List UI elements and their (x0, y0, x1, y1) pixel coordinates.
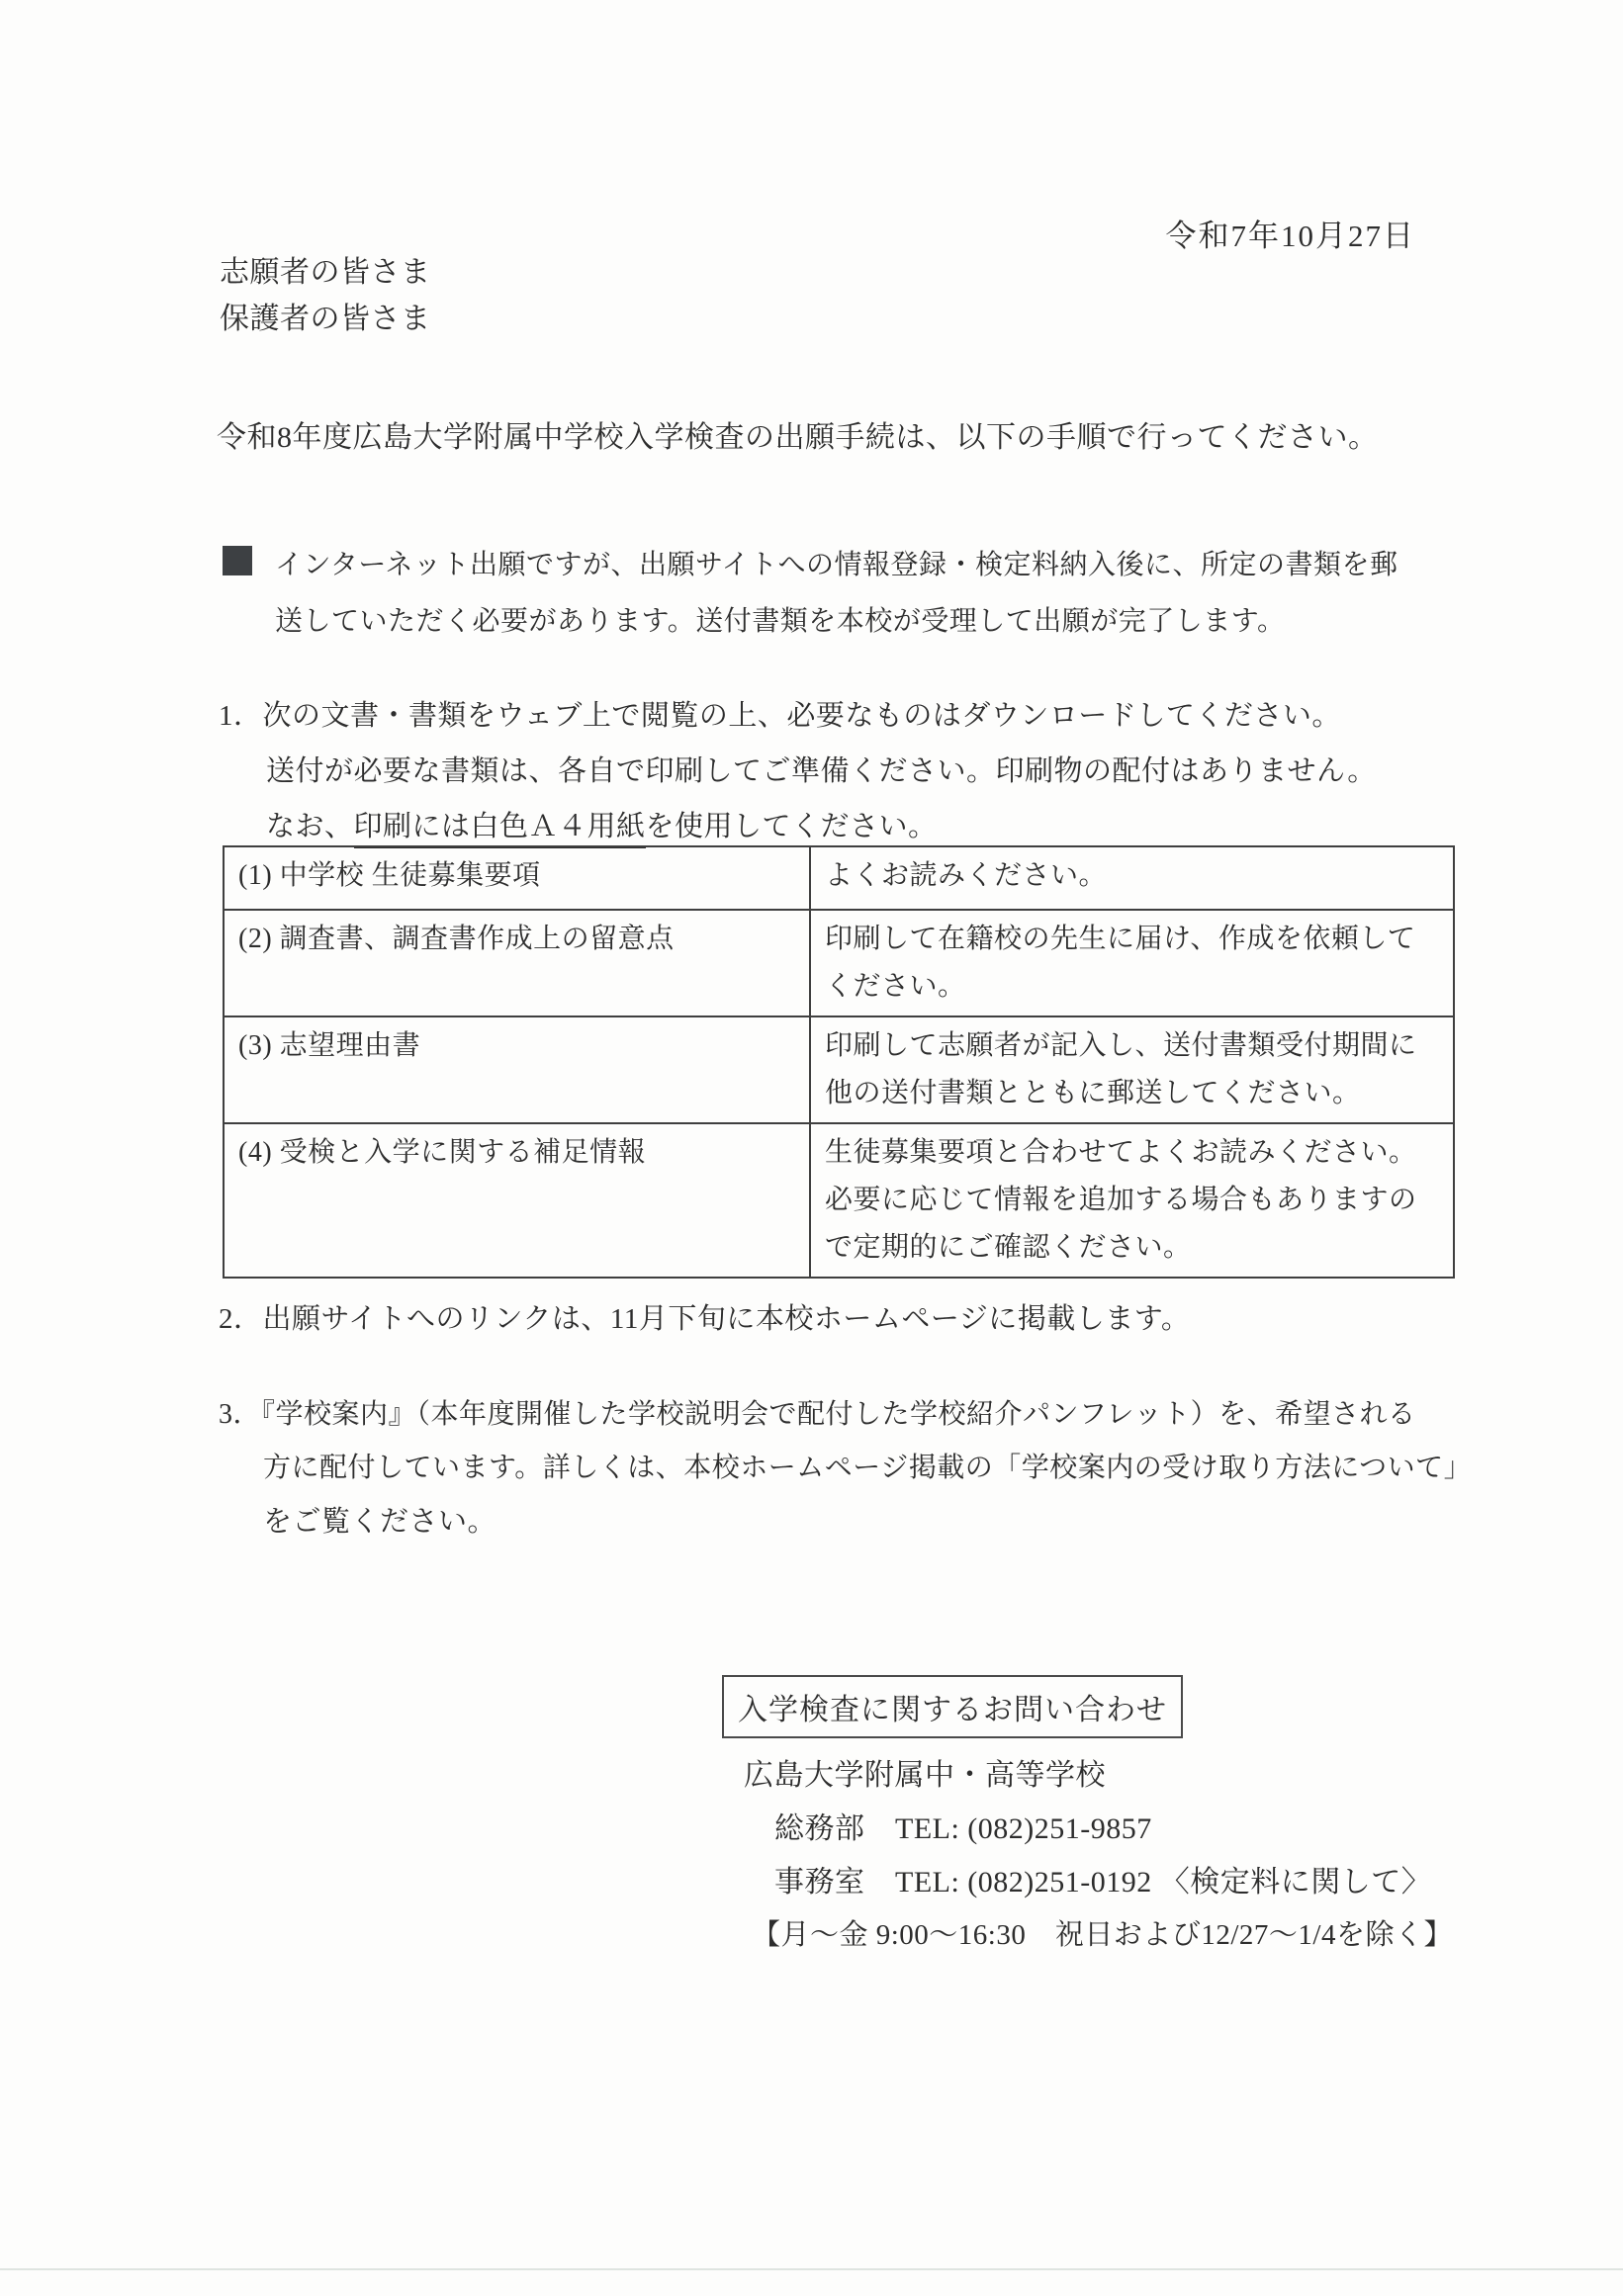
step3-line-1: 3．『学校案内』（本年度開催した学校説明会で配付した学校紹介パンフレット）を、希望される (219, 1399, 1416, 1430)
table-row (224, 1016, 1454, 1123)
documents-table (223, 845, 1417, 1279)
contact-box-title: 入学検査に関するお問い合わせ (722, 1675, 1183, 1738)
school-name: 広島大学附属中・高等学校 (744, 1759, 1106, 1792)
intro-paragraph: 令和8年度広島大学附属中学校入学検査の出願手続は、以下の手順で行ってください。 (217, 421, 1379, 454)
scan-artifact-line (0, 2268, 1623, 2270)
table-row (224, 1123, 1454, 1278)
step2-line: 2．出願サイトへのリンクは、11月下旬に本校ホームページに掲載します。 (219, 1303, 1191, 1335)
table-row (224, 846, 1454, 910)
bullet-square-icon (223, 546, 252, 575)
document-name-cell: (2) 調査書、調査書作成上の留意点 (224, 910, 810, 1016)
recipient-guardians: 保護者の皆さま (220, 303, 431, 335)
step1-line-1: 1．次の文書・書類をウェブ上で閲覧の上、必要なものはダウンロードしてください。 (219, 700, 1341, 732)
document-name-cell: (3) 志望理由書 (224, 1016, 810, 1123)
contact-hours: 【月～金 9:00～16:30 祝日および12/27～1/4を除く】 (752, 1919, 1453, 1951)
step1-line-3 (266, 804, 938, 844)
document-name-cell: (1) 中学校 生徒募集要項 (224, 846, 810, 910)
step3-line-2: 方に配付しています。詳しくは、本校ホームページ掲載の「学校案内の受け取り方法について」 (263, 1453, 1473, 1483)
step1-line-3-suffix: を使用してください。 (645, 811, 938, 842)
step1-line-2: 送付が必要な書類は、各自で印刷してご準備ください。印刷物の配付はありません。 (266, 755, 1377, 787)
table-row (224, 910, 1454, 1016)
document-instruction-cell: 印刷して在籍校の先生に届け、作成を依頼してください。 (810, 910, 1454, 1016)
document-instruction-cell: 生徒募集要項と合わせてよくお読みください。必要に応じて情報を追加する場合もありますので定期的にご確認ください。 (810, 1123, 1454, 1278)
contact-phone-general-affairs: 総務部 TEL: (082)251-9857 (774, 1812, 1152, 1845)
step1-line-3-prefix: なお、 (266, 811, 354, 842)
document-name-cell: (4) 受検と入学に関する補足情報 (224, 1123, 810, 1278)
contact-phone-office: 事務室 TEL: (082)251-0192 〈検定料に関して〉 (774, 1866, 1432, 1899)
notice-line-2: 送していただく必要があります。送付書類を本校が受理して出願が完了します。 (275, 606, 1286, 637)
notice-line-1: インターネット出願ですが、出願サイトへの情報登録・検定料納入後に、所定の書類を郵 (275, 550, 1398, 580)
recipient-applicants: 志願者の皆さま (220, 256, 431, 289)
letter-date: 令和7年10月27日 (1165, 219, 1415, 253)
document-instruction-cell: よくお読みください。 (810, 846, 1454, 910)
step3-line-3: をご覧ください。 (263, 1506, 497, 1538)
document-instruction-cell: 印刷して志願者が記入し、送付書類受付期間に他の送付書類とともに郵送してください。 (810, 1016, 1454, 1123)
step1-underlined-paper-requirement: 印刷には白色Ａ４用紙 (354, 811, 646, 848)
